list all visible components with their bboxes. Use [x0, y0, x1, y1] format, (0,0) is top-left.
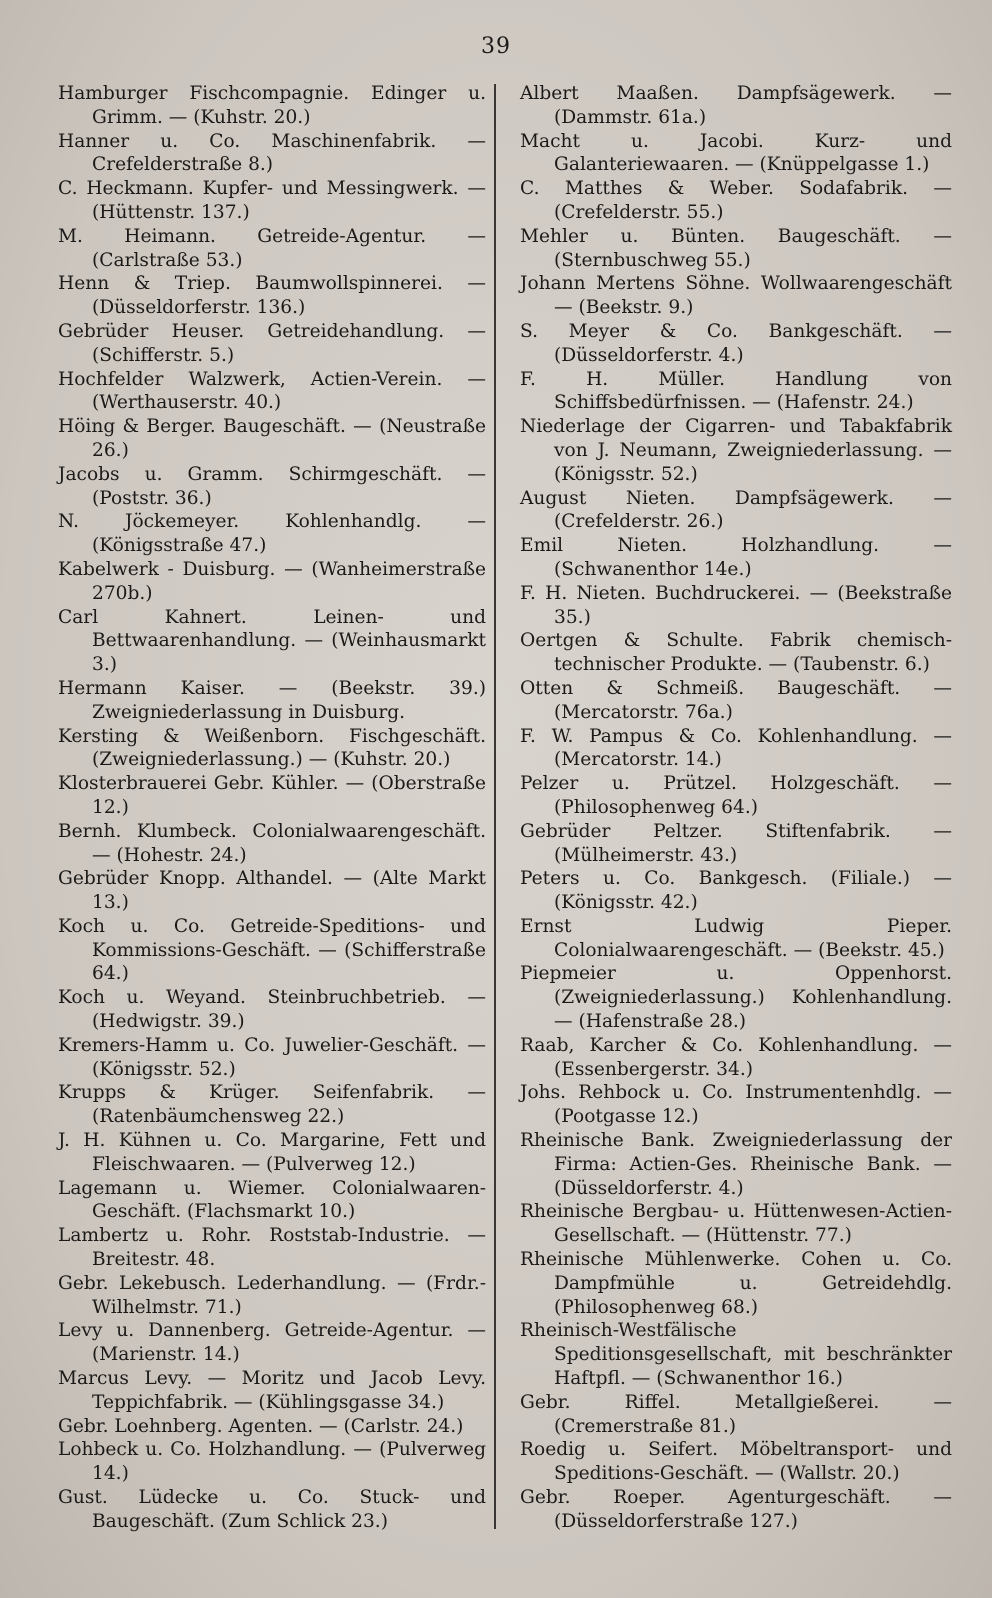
directory-entry: Pelzer u. Prützel. Holzgeschäft. — (Philosophenweg 64.)	[520, 773, 952, 818]
directory-entry: Hamburger Fischcompagnie. Edinger u. Grimm. — (Kuhstr. 20.)	[58, 83, 486, 128]
directory-entry: Klosterbrauerei Gebr. Kühler. — (Oberstraße 12.)	[58, 773, 486, 818]
directory-entry: F. H. Nieten. Buchdruckerei. — (Beekstraße 35.)	[520, 582, 952, 628]
directory-entry: C. Heckmann. Kupfer- und Messingwerk. — (Hüttenstr. 137.)	[58, 178, 486, 223]
directory-entry: F. W. Pampus & Co. Kohlenhandlung. — (Mercatorstr. 14.)	[520, 725, 952, 771]
directory-entry: Kersting & Weißenborn. Fischgeschäft. (Zweigniederlassung.) — (Kuhstr. 20.)	[58, 725, 486, 771]
directory-entry: Kremers-Hamm u. Co. Juwelier-Geschäft. — (Königsstr. 52.)	[58, 1034, 486, 1080]
directory-entry: Henn & Triep. Baumwollspinnerei. — (Düsseldorferstr. 136.)	[58, 273, 486, 319]
directory-entry: Höing & Berger. Baugeschäft. — (Neustraße 26.)	[58, 416, 486, 461]
directory-entry: Gebrüder Peltzer. Stiftenfabrik. — (Mülheimerstr. 43.)	[520, 820, 952, 866]
directory-entry: Krupps & Krüger. Seifenfabrik. — (Ratenbäumchensweg 22.)	[58, 1082, 486, 1128]
directory-entry: Carl Kahnert. Leinen- und Bettwaarenhandlung. — (Weinhausmarkt 3.)	[58, 606, 486, 676]
directory-entry: Mehler u. Bünten. Baugeschäft. — (Sternbuschweg 55.)	[520, 225, 952, 271]
directory-entry: Emil Nieten. Holzhandlung. — (Schwanenthor 14e.)	[520, 535, 952, 580]
directory-entry: Albert Maaßen. Dampfsägewerk. — (Dammstr. 61a.)	[520, 83, 952, 128]
directory-entry: C. Matthes & Weber. Sodafabrik. — (Crefelderstr. 55.)	[520, 178, 952, 223]
directory-entry: Rheinische Bank. Zweigniederlassung der Firma: Actien-Ges. Rheinische Bank. — (Düsseldorferstr. 4.)	[520, 1130, 952, 1199]
directory-entry: Gebrüder Knopp. Althandel. — (Alte Markt 13.)	[58, 868, 486, 914]
directory-entry: Peters u. Co. Bankgesch. (Filiale.) — (Königsstr. 42.)	[520, 868, 952, 914]
directory-entry: Hermann Kaiser. — (Beekstr. 39.) Zweigniederlassung in Duisburg.	[58, 677, 486, 723]
directory-entry: Oertgen & Schulte. Fabrik chemisch-technischer Produkte. — (Taubenstr. 6.)	[520, 630, 952, 676]
directory-entry: Ernst Ludwig Pieper. Colonialwaarengeschäft. — (Beekstr. 45.)	[520, 915, 952, 961]
directory-entry: Raab, Karcher & Co. Kohlenhandlung. — (Essenbergerstr. 34.)	[520, 1034, 952, 1080]
directory-entry: M. Heimann. Getreide-Agentur. — (Carlstraße 53.)	[58, 225, 486, 271]
directory-entry: N. Jöckemeyer. Kohlenhandlg. — (Königsstraße 47.)	[58, 511, 486, 557]
directory-entry: Marcus Levy. — Moritz und Jacob Levy. Teppichfabrik. — (Kühlingsgasse 34.)	[58, 1368, 486, 1413]
directory-entry: August Nieten. Dampfsägewerk. — (Crefelderstr. 26.)	[520, 487, 952, 533]
page-number: 39	[481, 34, 511, 59]
directory-entry: Gebr. Lekebusch. Lederhandlung. — (Frdr.-Wilhelmstr. 71.)	[58, 1272, 486, 1318]
directory-entry: Johs. Rehbock u. Co. Instrumentenhdlg. — (Pootgasse 12.)	[520, 1082, 952, 1128]
directory-entry: Kabelwerk - Duisburg. — (Wanheimerstraße 270b.)	[58, 558, 486, 604]
directory-entry: Levy u. Dannenberg. Getreide-Agentur. — (Marienstr. 14.)	[58, 1320, 486, 1366]
directory-entry: Hochfelder Walzwerk, Actien-Verein. — (Werthauserstr. 40.)	[58, 368, 486, 414]
directory-entry: Roedig u. Seifert. Möbeltransport- und Speditions-Geschäft. — (Wallstr. 20.)	[520, 1439, 952, 1485]
directory-entry: Rheinische Bergbau- u. Hüttenwesen-Actien-Gesellschaft. — (Hüttenstr. 77.)	[520, 1201, 952, 1247]
directory-entry: S. Meyer & Co. Bankgeschäft. — (Düsseldorferstr. 4.)	[520, 320, 952, 366]
directory-entry: Gebr. Loehnberg. Agenten. — (Carlstr. 24.)	[58, 1415, 464, 1437]
directory-entry: Otten & Schmeiß. Baugeschäft. — (Mercatorstr. 76a.)	[520, 677, 952, 723]
left-column	[58, 82, 486, 1534]
directory-entry: Lambertz u. Rohr. Roststab-Industrie. — Breitestr. 48.	[58, 1225, 486, 1271]
directory-entry: Gust. Lüdecke u. Co. Stuck- und Baugeschäft. (Zum Schlick 23.)	[58, 1487, 486, 1532]
directory-entry: Johann Mertens Söhne. Wollwaarengeschäft — (Beekstr. 9.)	[520, 273, 952, 319]
directory-entry: Hanner u. Co. Maschinenfabrik. — Crefelderstraße 8.)	[58, 130, 486, 176]
directory-entry: Gebr. Riffel. Metallgießerei. — (Cremerstraße 81.)	[520, 1391, 952, 1437]
directory-entry: Bernh. Klumbeck. Colonialwaarengeschäft. — (Hohestr. 24.)	[58, 820, 486, 866]
directory-entry: Koch u. Weyand. Steinbruchbetrieb. — (Hedwigstr. 39.)	[58, 987, 486, 1033]
directory-entry: Gebrüder Heuser. Getreidehandlung. — (Schifferstr. 5.)	[58, 320, 486, 366]
directory-entry: Niederlage der Cigarren- und Tabakfabrik von J. Neumann, Zweigniederlassung. — (Königsstr. 52.)	[520, 416, 952, 485]
directory-entry: Rheinisch-Westfälische Speditionsgesellschaft, mit beschränkter Haftpfl. — (Schwanenthor 16.)	[520, 1320, 952, 1390]
right-column	[520, 82, 952, 1534]
directory-entry: Gebr. Roeper. Agenturgeschäft. — (Düsseldorferstraße 127.)	[520, 1487, 952, 1532]
directory-entry: Jacobs u. Gramm. Schirmgeschäft. — (Poststr. 36.)	[58, 463, 486, 509]
directory-entry: F. H. Müller. Handlung von Schiffsbedürfnissen. — (Hafenstr. 24.)	[520, 368, 952, 414]
column-divider	[494, 84, 496, 1529]
directory-entry: Lagemann u. Wiemer. Colonialwaaren-Geschäft. (Flachsmarkt 10.)	[58, 1177, 486, 1223]
directory-entry: Macht u. Jacobi. Kurz- und Galanteriewaaren. — (Knüppelgasse 1.)	[520, 130, 952, 176]
directory-entry: Lohbeck u. Co. Holzhandlung. — (Pulverweg 14.)	[58, 1439, 486, 1485]
directory-entry: Rheinische Mühlenwerke. Cohen u. Co. Dampfmühle u. Getreidehdlg. (Philosophenweg 68.)	[520, 1249, 952, 1318]
directory-entry: Piepmeier u. Oppenhorst. (Zweigniederlassung.) Kohlenhandlung. — (Hafenstraße 28.)	[520, 963, 952, 1033]
directory-entry: J. H. Kühnen u. Co. Margarine, Fett und Fleischwaaren. — (Pulverweg 12.)	[58, 1130, 486, 1175]
directory-entry: Koch u. Co. Getreide-Speditions- und Kommissions-Geschäft. — (Schifferstraße 64.)	[58, 915, 486, 985]
